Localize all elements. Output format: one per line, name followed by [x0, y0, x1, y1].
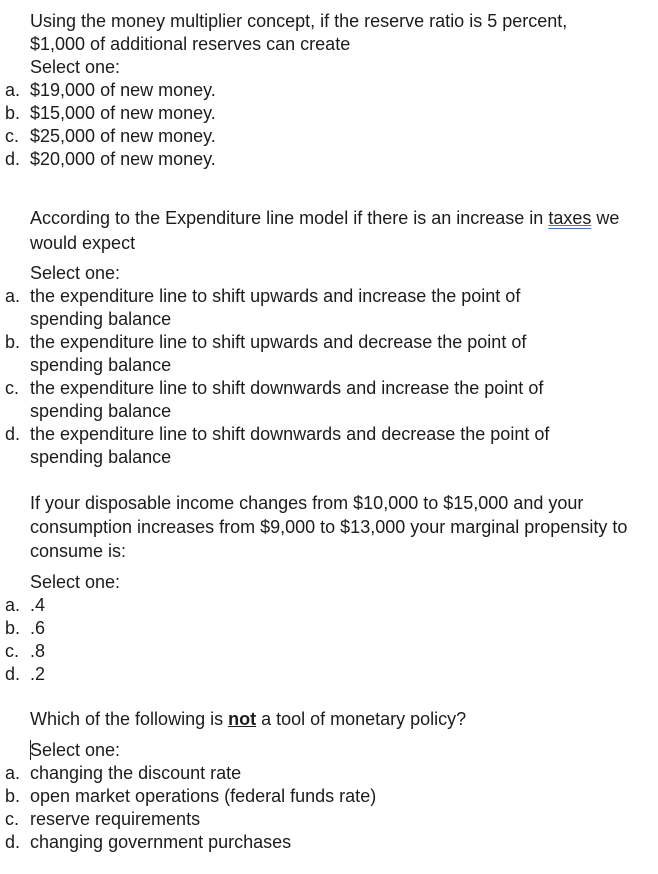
question-2-option-c[interactable]	[0, 377, 610, 423]
question-3	[0, 491, 650, 686]
question-4-option-b[interactable]	[0, 785, 650, 808]
option-text: the expenditure line to shift downwards and increase the point of spending balance	[30, 378, 544, 421]
option-text: .6	[30, 618, 46, 638]
option-text: $19,000 of new money.	[30, 80, 216, 100]
select-label-text: Select one:	[30, 740, 121, 760]
question-4-stem	[0, 708, 650, 731]
option-letter: b.	[5, 618, 21, 638]
option-text: reserve requirements	[30, 809, 201, 829]
option-letter: d.	[5, 664, 21, 684]
question-2	[0, 206, 650, 469]
option-letter: c.	[5, 809, 20, 829]
option-text: $15,000 of new money.	[30, 103, 216, 123]
option-letter: b.	[5, 786, 21, 806]
option-letter: c.	[5, 378, 20, 398]
option-letter: b.	[5, 332, 21, 352]
question-1-stem: Using the money multiplier concept, if the reserve ratio is 5 percent, $1,000 of additional reserves can create	[30, 11, 568, 54]
question-3-option-b[interactable]	[0, 617, 650, 640]
question-1-option-a[interactable]	[0, 79, 650, 102]
question-3-option-a[interactable]	[0, 594, 650, 617]
question-4-option-d[interactable]	[0, 831, 650, 854]
question-2-option-a[interactable]	[0, 285, 590, 331]
option-text: $20,000 of new money.	[30, 149, 216, 169]
option-text: changing government purchases	[30, 832, 292, 852]
question-2-option-d[interactable]	[0, 423, 620, 469]
option-text: $25,000 of new money.	[30, 126, 216, 146]
option-text: open market operations (federal funds rate)	[30, 786, 377, 806]
stem-emphasis-word: not	[228, 709, 257, 729]
question-4-select-label	[0, 739, 650, 762]
question-2-option-b[interactable]	[0, 331, 590, 377]
question-3-option-d[interactable]	[0, 663, 650, 686]
option-letter: c.	[5, 641, 20, 661]
option-letter: b.	[5, 103, 21, 123]
question-1-option-d[interactable]	[0, 148, 650, 171]
option-letter: a.	[5, 763, 21, 783]
option-text: the expenditure line to shift upwards and increase the point of spending balance	[30, 286, 521, 329]
question-4-option-a[interactable]	[0, 762, 650, 785]
question-1-option-b[interactable]	[0, 102, 650, 125]
question-2-select-label: Select one:	[30, 263, 121, 283]
question-3-select-label: Select one:	[30, 572, 121, 592]
question-1-option-c[interactable]	[0, 125, 650, 148]
question-1	[0, 10, 650, 171]
option-letter: c.	[5, 126, 20, 146]
question-3-stem: If your disposable income changes from $10,000 to $15,000 and your consumption increases from $9,000 to $13,000 your marginal propensity to consume is:	[30, 493, 628, 561]
stem-highlight-word: taxes	[548, 208, 592, 228]
option-text: the expenditure line to shift downwards and decrease the point of spending balance	[30, 424, 550, 467]
option-letter: d.	[5, 832, 21, 852]
stem-text: Which of the following is	[30, 709, 229, 729]
option-letter: d.	[5, 424, 21, 444]
option-letter: d.	[5, 149, 21, 169]
option-text: .2	[30, 664, 46, 684]
question-4-option-c[interactable]	[0, 808, 650, 831]
question-3-option-c[interactable]	[0, 640, 650, 663]
option-text: .4	[30, 595, 46, 615]
option-text: the expenditure line to shift upwards and decrease the point of spending balance	[30, 332, 527, 375]
option-letter: a.	[5, 286, 21, 306]
option-text: changing the discount rate	[30, 763, 242, 783]
question-4	[0, 708, 650, 854]
question-2-stem	[0, 206, 630, 256]
stem-text: According to the Expenditure line model if there is an increase in	[30, 208, 544, 228]
stem-text: a tool of monetary policy?	[256, 709, 467, 729]
option-letter: a.	[5, 595, 21, 615]
option-letter: a.	[5, 80, 21, 100]
stem-text: we would expect	[30, 208, 620, 253]
option-text: .8	[30, 641, 46, 661]
question-1-select-label: Select one:	[30, 57, 121, 77]
